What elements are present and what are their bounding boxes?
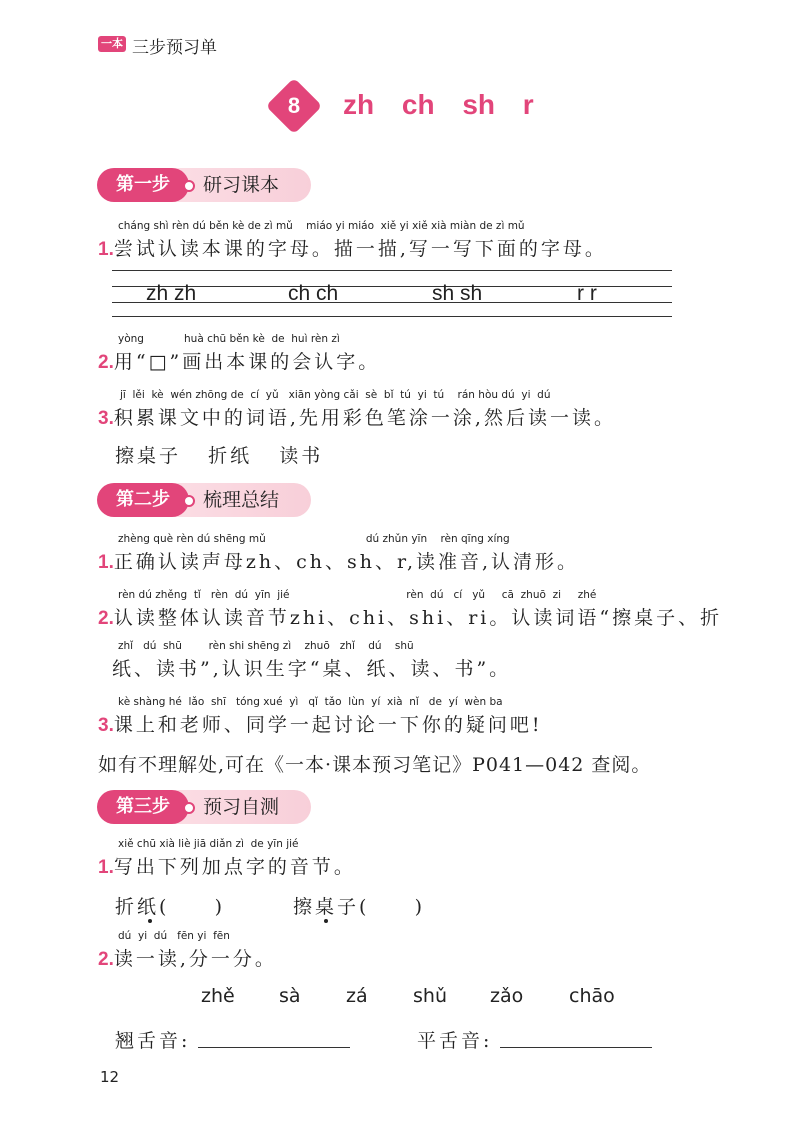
- syllable: chāo: [569, 985, 615, 1007]
- tracing-letters-zh: zh zh: [146, 282, 197, 305]
- step3-label: 第三步: [97, 790, 189, 824]
- lesson-title: zh ch sh r: [343, 89, 534, 120]
- pinyin-line: xiě chū xià liè jiā diǎn zì de yīn jié: [118, 838, 299, 850]
- lesson-number: 8: [287, 93, 301, 118]
- step1-label: 第一步: [97, 168, 189, 202]
- pinyin-line: yòng huà chū běn kè de huì rèn zì: [118, 333, 340, 345]
- step2-label: 第二步: [97, 483, 189, 517]
- syllable: shǔ: [413, 985, 447, 1007]
- flat-label: 平舌音:: [417, 1030, 493, 1052]
- writing-rule: [112, 316, 672, 317]
- question-3: 3.课上和老师、同学一起讨论一下你的疑问吧!: [98, 714, 543, 736]
- emphasis-dot: [148, 919, 152, 923]
- header-title: 三步预习单: [132, 38, 217, 58]
- syllable: zǎo: [490, 985, 524, 1007]
- syllable: zá: [346, 985, 368, 1007]
- flat-answer-blank[interactable]: [500, 1047, 652, 1048]
- pinyin-line: dú yi dú fēn yi fēn: [118, 930, 230, 942]
- question-1: 1.写出下列加点字的音节。: [98, 856, 356, 878]
- question-1: 1.正确认读声母zh、ch、sh、r,读准音,认清形。: [98, 551, 580, 573]
- word-list: 擦桌子 折纸 读书: [115, 445, 324, 467]
- tracing-letters-ch: ch ch: [288, 282, 339, 305]
- answer-item-cazhuozi[interactable]: 擦桌子( ): [293, 896, 426, 918]
- step3-title: 预习自测: [203, 796, 280, 818]
- pinyin-line: kè shàng hé lǎo shī tóng xué yì qǐ tǎo lùn yí xià nǐ de yí wèn ba: [118, 696, 503, 708]
- syllable: sà: [279, 985, 301, 1007]
- tracing-letters-sh: sh sh: [432, 282, 483, 305]
- question-1: 1.尝试认读本课的字母。描一描,写一写下面的字母。: [98, 238, 607, 260]
- brand-logo: 一本: [98, 36, 126, 52]
- step1-title: 研习课本: [203, 174, 280, 196]
- question-2: 2.读一读,分一分。: [98, 948, 277, 970]
- step2-title: 梳理总结: [203, 489, 280, 511]
- question-2: 2.认读整体认读音节zhi、chi、shi、ri。认读词语“擦桌子、折: [98, 607, 723, 629]
- pinyin-line: rèn dú zhěng tǐ rèn dú yīn jié rèn dú cí yǔ cā zhuō zi zhé: [118, 589, 597, 601]
- banner-dot-icon: [183, 802, 195, 814]
- writing-rule: [112, 270, 672, 271]
- reference-note: 如有不理解处,可在《一本·课本预习笔记》P041—042 查阅。: [98, 754, 652, 776]
- pinyin-line: zhǐ dú shū rèn shi shēng zì zhuō zhǐ dú shū: [118, 640, 414, 652]
- syllable: zhě: [201, 985, 235, 1007]
- question-2-continued: 纸、读书”,认识生字“桌、纸、读、书”。: [112, 658, 512, 680]
- banner-dot-icon: [183, 180, 195, 192]
- answer-item-zhezhi[interactable]: 折纸( ): [115, 896, 226, 918]
- pinyin-line: cháng shì rèn dú běn kè de zì mǔ miáo yi miáo xiě yi xiě xià miàn de zì mǔ: [118, 220, 525, 232]
- emphasis-dot: [324, 919, 328, 923]
- question-3: 3.积累课文中的词语,先用彩色笔涂一涂,然后读一读。: [98, 407, 616, 429]
- retroflex-answer-blank[interactable]: [198, 1047, 350, 1048]
- retroflex-label: 翘舌音:: [115, 1030, 191, 1052]
- page-number: 12: [100, 1068, 120, 1086]
- banner-dot-icon: [183, 495, 195, 507]
- question-2: 2.用“□”画出本课的会认字。: [98, 351, 381, 373]
- tracing-letters-r: r r: [577, 282, 597, 305]
- pinyin-line: jī lěi kè wén zhōng de cí yǔ xiān yòng cǎi sè bǐ tú yi tú rán hòu dú yi dú: [120, 389, 551, 401]
- pinyin-line: zhèng què rèn dú shēng mǔ dú zhǔn yīn rèn qīng xíng: [118, 533, 510, 545]
